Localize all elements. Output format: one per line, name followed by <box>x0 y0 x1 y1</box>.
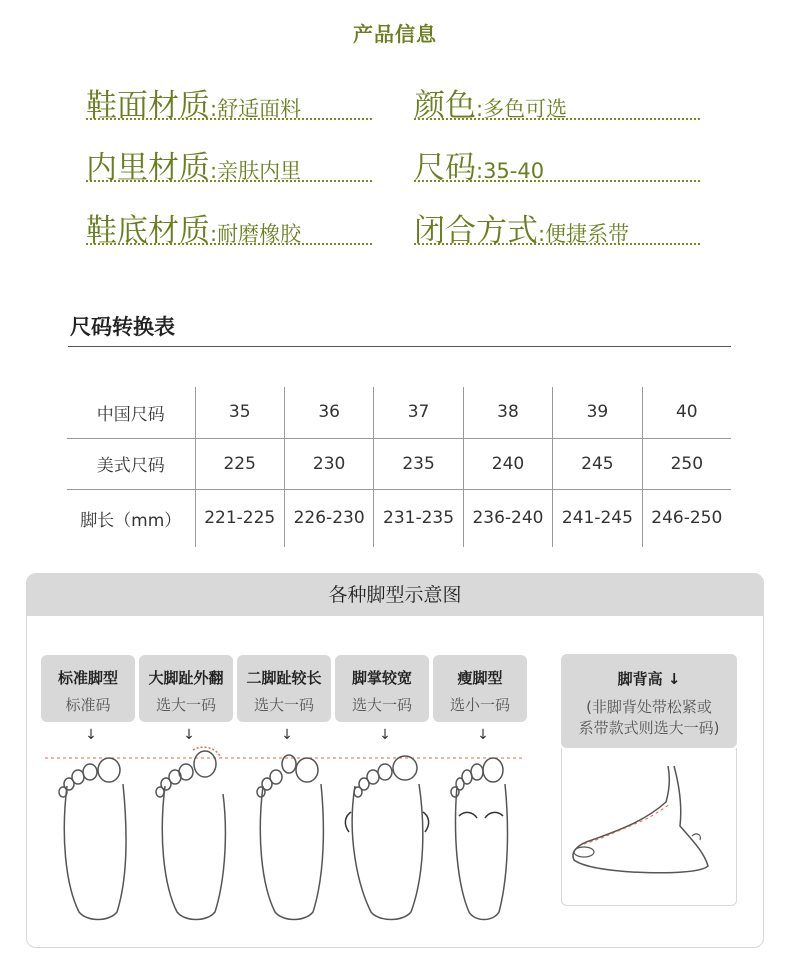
size-chart-table <box>67 387 731 547</box>
table-row <box>67 438 731 489</box>
foot-type-name: 大脚趾外翻 <box>148 669 224 687</box>
table-cell: 231-235 <box>374 489 463 547</box>
info-sole-material <box>86 205 372 249</box>
arrow-down-icon: ↓ <box>85 727 97 743</box>
info-key: 颜色 <box>414 88 476 124</box>
table-cell: 38 <box>463 387 552 438</box>
info-size <box>414 142 700 186</box>
info-key: 内里材质 <box>86 150 210 186</box>
table-row <box>67 489 731 547</box>
size-chart-title: 尺码转换表 <box>70 315 175 339</box>
table-cell: 221-225 <box>195 489 284 547</box>
row-label: 美式尺码 <box>67 438 195 489</box>
instep-advice-line2: 系带款式则选大一码) <box>578 719 720 737</box>
foot-outline-icon <box>59 758 126 920</box>
arrow-down-icon: ↓ <box>281 727 293 743</box>
info-value: :舒适面料 <box>210 97 302 121</box>
info-key: 闭合方式 <box>414 213 538 249</box>
product-info-title: 产品信息 <box>353 22 437 46</box>
table-cell: 226-230 <box>284 489 373 547</box>
foot-outline-icon <box>156 747 225 919</box>
foot-type-card-wide <box>335 655 429 722</box>
foot-type-card-bunion <box>139 655 233 722</box>
info-value: :35-40 <box>476 159 545 183</box>
instep-illustration-frame <box>561 748 737 906</box>
foot-types-title: 各种脚型示意图 <box>27 574 763 616</box>
info-value: :便捷系带 <box>538 222 630 246</box>
info-key: 鞋面材质 <box>86 88 210 124</box>
foot-type-card-slim <box>433 655 527 722</box>
foot-type-advice: 选大一码 <box>351 696 412 714</box>
foot-outline-icon <box>345 756 428 920</box>
table-cell: 241-245 <box>553 489 642 547</box>
info-key: 鞋底材质 <box>86 213 210 249</box>
foot-outline-icon <box>451 758 507 920</box>
foot-type-name: 瘦脚型 <box>457 669 503 687</box>
foot-side-view-icon <box>562 748 738 906</box>
row-label: 脚长（mm） <box>80 510 182 531</box>
foot-type-name: 脚掌较宽 <box>351 669 412 687</box>
foot-outline-icon <box>257 755 323 920</box>
table-cell: 37 <box>374 387 463 438</box>
table-cell: 40 <box>642 387 731 438</box>
feet-illustrations <box>27 724 567 924</box>
table-cell: 230 <box>284 438 373 489</box>
info-key: 尺码 <box>414 150 476 186</box>
row-label: 中国尺码 <box>67 387 195 438</box>
instep-advice-line1: (非脚背处带松紧或 <box>586 698 712 716</box>
table-cell: 250 <box>642 438 731 489</box>
foot-type-advice: 选小一码 <box>449 696 510 714</box>
info-color <box>414 80 700 124</box>
foot-type-card-long-second-toe <box>237 655 331 722</box>
foot-types-panel <box>26 573 764 948</box>
instep-title: 脚背高 ↓ <box>617 670 681 688</box>
foot-type-card-standard <box>41 655 135 722</box>
table-row <box>67 387 731 438</box>
foot-type-advice: 选大一码 <box>155 696 216 714</box>
info-upper-material <box>86 80 372 124</box>
info-value: :耐磨橡胶 <box>210 222 302 246</box>
foot-type-name: 标准脚型 <box>57 669 118 687</box>
table-cell: 246-250 <box>642 489 731 547</box>
arrow-down-icon: ↓ <box>379 727 391 743</box>
foot-type-advice: 选大一码 <box>253 696 314 714</box>
table-cell: 36 <box>284 387 373 438</box>
arrow-down-icon: ↓ <box>477 727 489 743</box>
foot-type-advice: 标准码 <box>65 696 111 714</box>
table-cell: 240 <box>463 438 552 489</box>
info-lining-material <box>86 142 372 186</box>
table-cell: 225 <box>195 438 284 489</box>
table-cell: 35 <box>195 387 284 438</box>
arrow-down-icon: ↓ <box>183 727 195 743</box>
foot-type-name: 二脚趾较长 <box>246 669 322 687</box>
info-closure <box>414 205 700 249</box>
instep-card <box>561 654 737 748</box>
table-cell: 39 <box>553 387 642 438</box>
table-cell: 236-240 <box>463 489 552 547</box>
info-value: :亲肤内里 <box>210 159 302 183</box>
info-value: :多色可选 <box>476 97 568 121</box>
size-chart-divider <box>68 346 731 347</box>
table-cell: 235 <box>374 438 463 489</box>
table-cell: 245 <box>553 438 642 489</box>
